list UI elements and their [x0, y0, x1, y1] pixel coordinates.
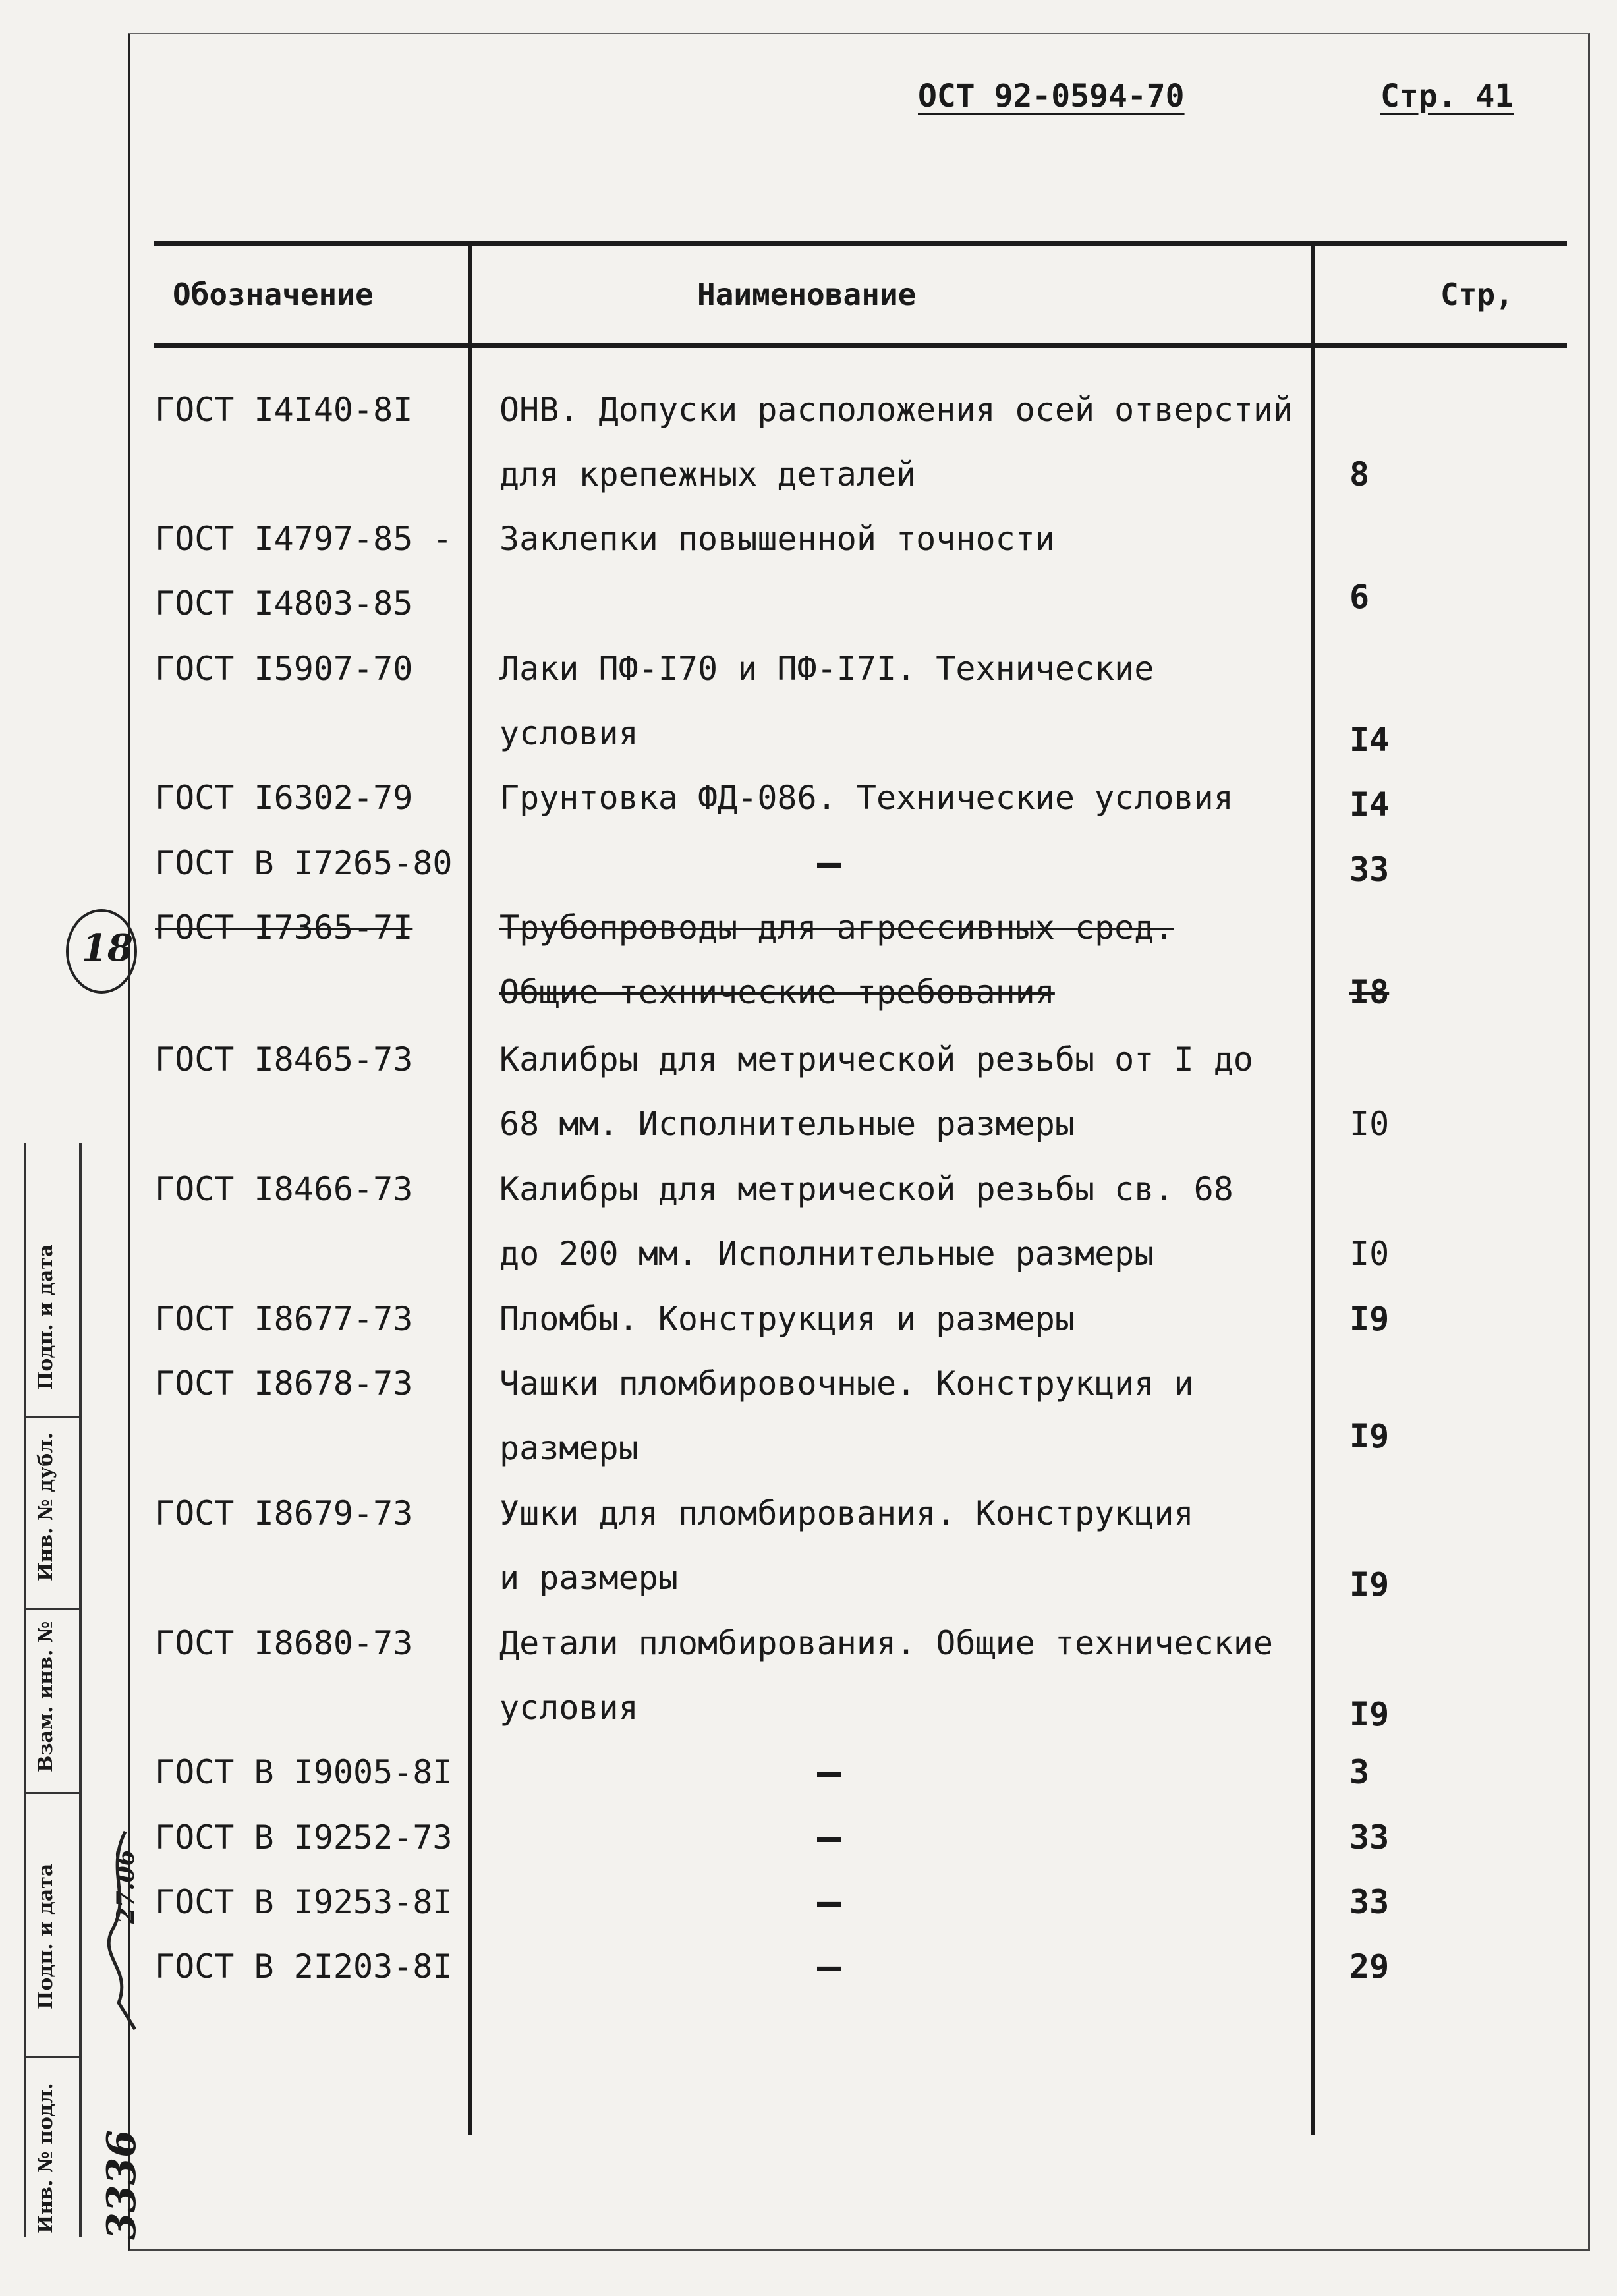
page-cell: 3	[1349, 1753, 1370, 1791]
page-cell: 33	[1349, 1818, 1390, 1857]
page-cell: I9	[1349, 1565, 1390, 1604]
name-cell: Ушки для пломбирования. Конструкция	[499, 1494, 1194, 1532]
designation-cell: ГОСТ I5907-70	[155, 650, 413, 688]
page-cell: 8	[1349, 455, 1370, 493]
name-cell: условия	[499, 1689, 638, 1727]
name-cell-dash: —	[817, 1814, 841, 1861]
column-header-page: Стр,	[1440, 277, 1514, 312]
table-top-rule	[154, 241, 1567, 246]
signature-icon	[86, 1818, 145, 2042]
sidebar-label-dup-inv: Инв. № дубл.	[34, 1432, 57, 1581]
designation-cell: ГОСТ I8677-73	[155, 1300, 413, 1338]
page-cell: 29	[1349, 1947, 1390, 1986]
name-cell: и размеры	[499, 1559, 678, 1597]
designation-cell: ГОСТ I8465-73	[155, 1040, 413, 1078]
designation-cell: ГОСТ I4797-85 -	[155, 520, 453, 558]
designation-cell: ГОСТ I6302-79	[155, 779, 413, 817]
page-cell: 33	[1349, 851, 1390, 889]
name-cell: Лаки ПФ-I70 и ПФ-I7I. Технические	[499, 650, 1154, 688]
name-cell: 68 мм. Исполнительные размеры	[499, 1105, 1075, 1143]
designation-cell-struck: ГОСТ I7365-7I	[155, 909, 413, 947]
page-cell: 6	[1349, 578, 1370, 616]
designation-cell: ГОСТ I8678-73	[155, 1364, 413, 1403]
name-cell: Грунтовка ФД-086. Технические условия	[499, 779, 1234, 817]
page-cell: I9	[1349, 1300, 1390, 1338]
name-cell-dash: —	[817, 1749, 841, 1795]
designation-cell: ГОСТ В I9005-8I	[155, 1753, 453, 1791]
designation-cell: ГОСТ В I9253-8I	[155, 1883, 453, 1921]
name-cell: Чашки пломбировочные. Конструкция и	[499, 1364, 1194, 1403]
handwritten-sign-date: 27.06	[112, 1849, 140, 1924]
name-cell: Детали пломбирования. Общие технические	[499, 1624, 1273, 1662]
designation-cell: ГОСТ I8680-73	[155, 1624, 413, 1662]
page-cell-struck: I8	[1349, 973, 1390, 1011]
name-cell-dash: —	[817, 1944, 841, 1990]
page-cell: I9	[1349, 1695, 1390, 1733]
name-cell-dash: —	[817, 840, 841, 886]
name-cell-struck: Трубопроводы для агрессивных сред.	[499, 909, 1174, 947]
sidebar-label-orig-inv: Инв. № подл.	[34, 2083, 57, 2233]
designation-cell: ГОСТ I8679-73	[155, 1494, 413, 1532]
name-cell-dash: —	[817, 1879, 841, 1925]
name-cell: размеры	[499, 1429, 638, 1467]
designation-cell: ГОСТ I4803-85	[155, 584, 413, 623]
name-cell: ОНВ. Допуски расположения осей отверстий	[499, 391, 1293, 429]
column-divider-2	[1311, 244, 1315, 2135]
table-header-rule	[154, 343, 1567, 348]
name-cell-struck: Общие технические требования	[499, 973, 1055, 1011]
name-cell: Калибры для метрической резьбы св. 68	[499, 1170, 1234, 1208]
page-cell: I9	[1349, 1417, 1390, 1455]
column-divider-1	[468, 244, 472, 2135]
page-cell: I4	[1349, 721, 1390, 759]
page-cell: 33	[1349, 1883, 1390, 1921]
name-cell: Заклепки повышенной точности	[499, 520, 1055, 558]
name-cell: до 200 мм. Исполнительные размеры	[499, 1235, 1154, 1273]
page-cell: I0	[1349, 1235, 1390, 1273]
doc-code: ОСТ 92-0594-70	[918, 78, 1185, 115]
page-cell: I4	[1349, 785, 1390, 824]
column-header-name: Наименование	[697, 277, 917, 312]
designation-cell: ГОСТ В I7265-80	[155, 844, 453, 882]
sidebar-label-repl-inv: Взам. инв. №	[34, 1621, 57, 1772]
designation-cell: ГОСТ В 2I203-8I	[155, 1947, 453, 1986]
page-number: Стр. 41	[1380, 78, 1514, 115]
sidebar-label-sign-date: Подп. и дата	[34, 1244, 57, 1390]
column-header-designation: Обозначение	[173, 277, 374, 312]
designation-cell: ГОСТ В I9252-73	[155, 1818, 453, 1857]
designation-cell: ГОСТ I8466-73	[155, 1170, 413, 1208]
name-cell: Калибры для метрической резьбы от I до	[499, 1040, 1253, 1078]
name-cell: условия	[499, 714, 638, 752]
page-cell: I0	[1349, 1105, 1390, 1143]
name-cell: для крепежных деталей	[499, 455, 917, 493]
margin-revision-stamp: 18	[66, 909, 137, 994]
designation-cell: ГОСТ I4I40-8I	[155, 391, 413, 429]
sidebar-label-sign-date-2: Подп. и дата	[34, 1863, 57, 2009]
handwritten-inv-number: 3336	[99, 2130, 145, 2240]
name-cell: Пломбы. Конструкция и размеры	[499, 1300, 1075, 1338]
